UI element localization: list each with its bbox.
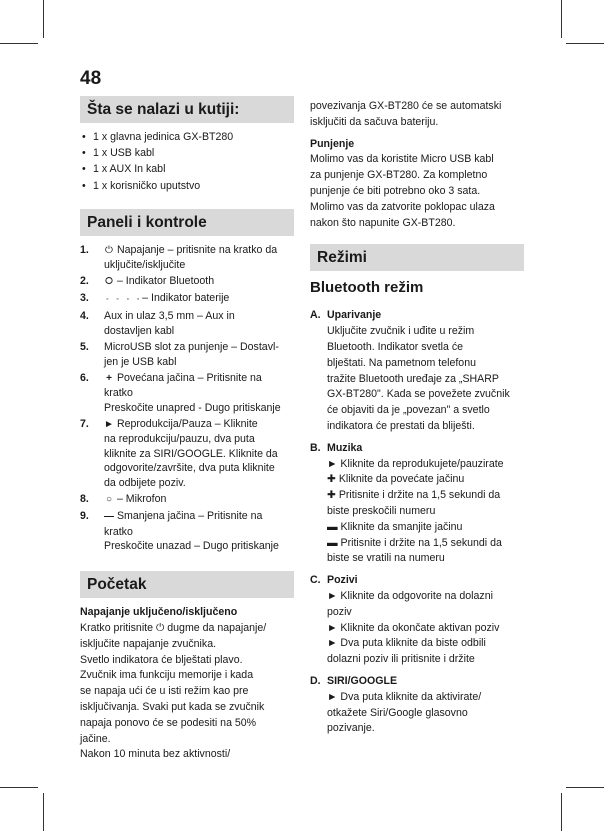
list-item: • 1 x USB kabl [82, 147, 155, 160]
list-item: • 1 x korisničko uputstvo [82, 179, 201, 192]
panel-item: 9. — Smanjena jačina – Pritisnite na kratko Preskočite unazad – Dugo pritiskanje [80, 510, 279, 553]
crop-mark [43, 0, 44, 38]
panel-item: 2. ⭘ – Indikator Bluetooth [80, 274, 294, 290]
plus-icon: + [106, 372, 112, 384]
box-contents-heading: Šta se nalazi u kutiji: [80, 96, 294, 123]
power-icon: ⏻ [105, 244, 113, 256]
mode-item-calls: C. Pozivi ► Kliknite da odgovorite na dolazni poziv ► Kliknite da okončate aktivan poziv ► Dva puta kliknite da biste odbili dolazni poziv ili pritisnite i držite [310, 574, 500, 666]
mode-item-music: B. Muzika ► Kliknite da reprodukujete/pauzirate ✚ Kliknite da povećate jačinu ✚ Pritisnite i držite na 1,5 sekundi da biste preskočili numeru ▬ Kliknite da smanjite jačinu ▬ Pritisnite i držite na 1,5 sekundi da biste se vratili na numeru [310, 441, 504, 565]
box-contents-list [80, 129, 294, 194]
list-item: • 1 x AUX In kabl [82, 163, 166, 176]
bluetooth-mode-heading: Bluetooth režim [310, 279, 424, 297]
minus-icon: — [104, 511, 114, 523]
mode-item-pairing: A. Uparivanje Uključite zvučnik i uđite u režim Bluetooth. Indikator svetla će blještati. Na pametnom telefonu tražite Bluetooth uređaje za „SHARP GX-BT280". Kada se povežete zvučnik će objaviti da je „povezan" a svetlo indikatora će prestati da bliješti. [310, 309, 510, 432]
left-column [80, 96, 294, 763]
right-column [310, 99, 524, 737]
battery-indicator-icon: ◦ ◦ ◦ ◦ [104, 296, 140, 304]
crop-mark [43, 793, 44, 831]
crop-mark [566, 43, 604, 44]
mode-item-siri-google: D. SIRI/GOOGLE ► Dva puta kliknite da aktivirate/ otkažete Siri/Google glasovno pozivanje. [310, 674, 482, 735]
page-number: 48 [80, 68, 102, 89]
mic-icon: ○ [105, 494, 113, 506]
power-paragraph: Kratko pritisnite ⏻ dugme da napajanje/ isključite napajanje zvučnika. Svetlo indikatora će blještati plavo. Zvučnik ima funkciju memorije i kada se napaja ući će u isti režim kao pre isključivanja. Svaki put kada se zvučnik napaja ponovo će se podesiti na 50% jačine. Nakon 10 minuta bez aktivnosti/ [80, 622, 267, 761]
panel-item: 3. ◦ ◦ ◦ ◦ – Indikator baterije [80, 292, 230, 305]
play-icon: ► [104, 418, 114, 430]
charging-paragraph: Molimo vas da koristite Micro USB kabl za punjenje GX-BT280. Za kompletno punjenje će biti potrebno oko 3 sata. Molimo vas da zatvorite poklopac ulaza nakon što napunite GX-BT280. [310, 153, 495, 229]
panel-item: 6. + Povećana jačina – Pritisnite na kratko Preskočite unapred - Dugo pritiskanje [80, 371, 281, 414]
panel-item: 4. Aux in ulaz 3,5 mm – Aux in dostavljen kabl [80, 310, 235, 337]
panel-item: 5. MicroUSB slot za punjenje – Dostavl- jen je USB kabl [80, 340, 279, 368]
list-item: • 1 x glavna jedinica GX-BT280 [82, 131, 234, 143]
modes-heading: Režimi [310, 244, 524, 271]
crop-mark [561, 0, 562, 38]
start-heading: Početak [80, 571, 294, 598]
panel-item: 7. ► Reprodukcija/Pauza – Kliknite na reprodukciju/pauzu, dva puta kliknite za SIRI/GOOGLE. Kliknite da odgovorite/završite, dva puta kliknite da odbijete poziv. [80, 417, 278, 490]
panels-heading: Paneli i kontrole [80, 209, 294, 236]
power-subheading: Napajanje uključeno/isključeno [80, 606, 238, 619]
bluetooth-indicator-icon: ⭘ [105, 276, 113, 288]
crop-mark [561, 793, 562, 831]
continuation-paragraph: povezivanja GX-BT280 će se automatski isključiti da sačuva bateriju. [310, 100, 502, 128]
panel-item: 8. ○ – Mikrofon [80, 492, 294, 508]
crop-mark [0, 787, 38, 788]
panel-item: 1. ⏻ Napajanje – pritisnite na kratko da uključite/isključite [80, 243, 278, 272]
charging-heading: Punjenje [310, 137, 355, 150]
crop-mark [566, 787, 604, 788]
crop-mark [0, 43, 38, 44]
